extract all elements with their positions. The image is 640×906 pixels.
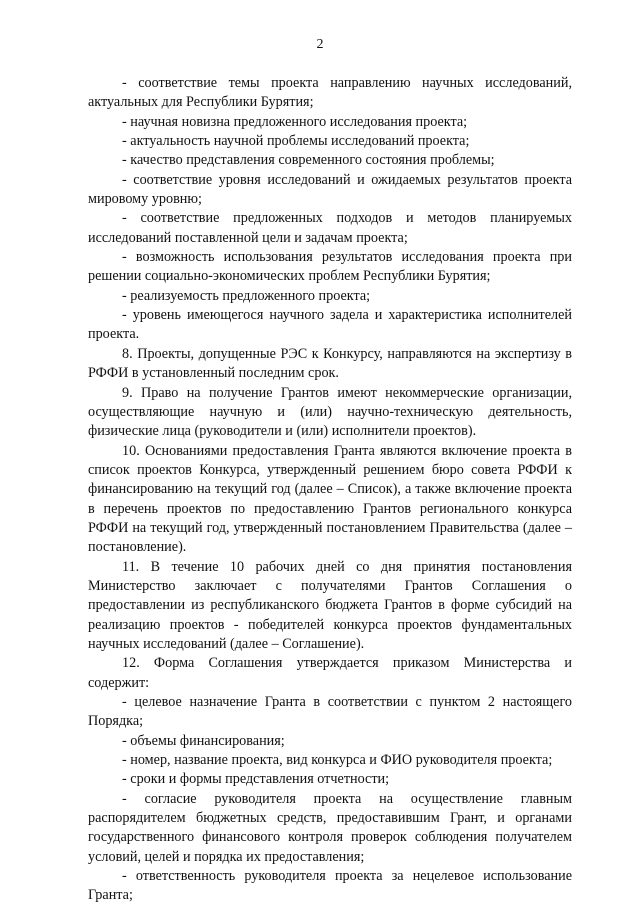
body-text: [88, 74, 572, 906]
paragraph: - уровень имеющегося научного задела и характеристика исполнителей проекта.: [88, 307, 572, 343]
paragraph: - ответственность руководителя проекта за нецелевое использование Гранта;: [88, 868, 572, 904]
paragraph: - научная новизна предложенного исследования проекта;: [122, 113, 468, 130]
paragraph: - соответствие предложенных подходов и методов планируемых исследований поставленной цели и задачам проекта;: [88, 210, 572, 246]
paragraph: - соответствие уровня исследований и ожидаемых результатов проекта мировому уровню;: [88, 171, 572, 208]
paragraph: - актуальность научной проблемы исследований проекта;: [122, 133, 470, 150]
paragraph: - соответствие темы проекта направлению научных исследований, актуальных для Республики Бурятия;: [88, 75, 572, 111]
paragraph: 11. В течение 10 рабочих дней со дня принятия постановления Министерство заключает с получателями Грантов Соглашения о предоставлении из республиканского бюджета Грантов в форме субсидий на реализацию проектов - победителей конкурса проектов фундаментальных научных исследований (далее – Соглашение).: [88, 558, 572, 652]
paragraph: - сроки и формы представления отчетности;: [122, 771, 390, 788]
page-number: 2: [316, 37, 324, 52]
paragraph: - возможность использования результатов исследования проекта при решении социально-экономических проблем Республики Бурятия;: [88, 249, 572, 285]
paragraph: - номер, название проекта, вид конкурса и ФИО руководителя проекта;: [122, 752, 553, 769]
paragraph: 12. Форма Соглашения утверждается приказом Министерства и содержит:: [88, 655, 572, 691]
paragraph: - качество представления современного состояния проблемы;: [122, 152, 495, 169]
paragraph: 10. Основаниями предоставления Гранта являются включение проекта в список проектов Конкурса, утвержденный решением бюро совета РФФИ к финансированию на текущий год (далее – Список), а также включение проекта в перечень проектов по предоставлению Грантов регионального конкурса РФФИ на текущий год, утвержденный постановлением Правительства (далее – постановление).: [88, 442, 572, 556]
paragraph: 8. Проекты, допущенные РЭС к Конкурсу, направляются на экспертизу в РФФИ в установленный последним срок.: [88, 345, 572, 382]
paragraph: - согласие руководителя проекта на осуществление главным распорядителем бюджетных средств, предоставившим Грант, и органами государственного финансового контроля проверок соблюдения получателем условий, целей и порядка их предоставления;: [88, 790, 572, 865]
paragraph: - целевое назначение Гранта в соответствии с пунктом 2 настоящего Порядка;: [88, 694, 572, 730]
paragraph: 9. Право на получение Грантов имеют некоммерческие организации, осуществляющие научную и (или) научно-техническую деятельность, физические лица (руководители и (или) исполнители проектов).: [88, 384, 572, 440]
paragraph: - реализуемость предложенного проекта;: [122, 287, 371, 304]
paragraph: - объемы финансирования;: [122, 732, 285, 749]
